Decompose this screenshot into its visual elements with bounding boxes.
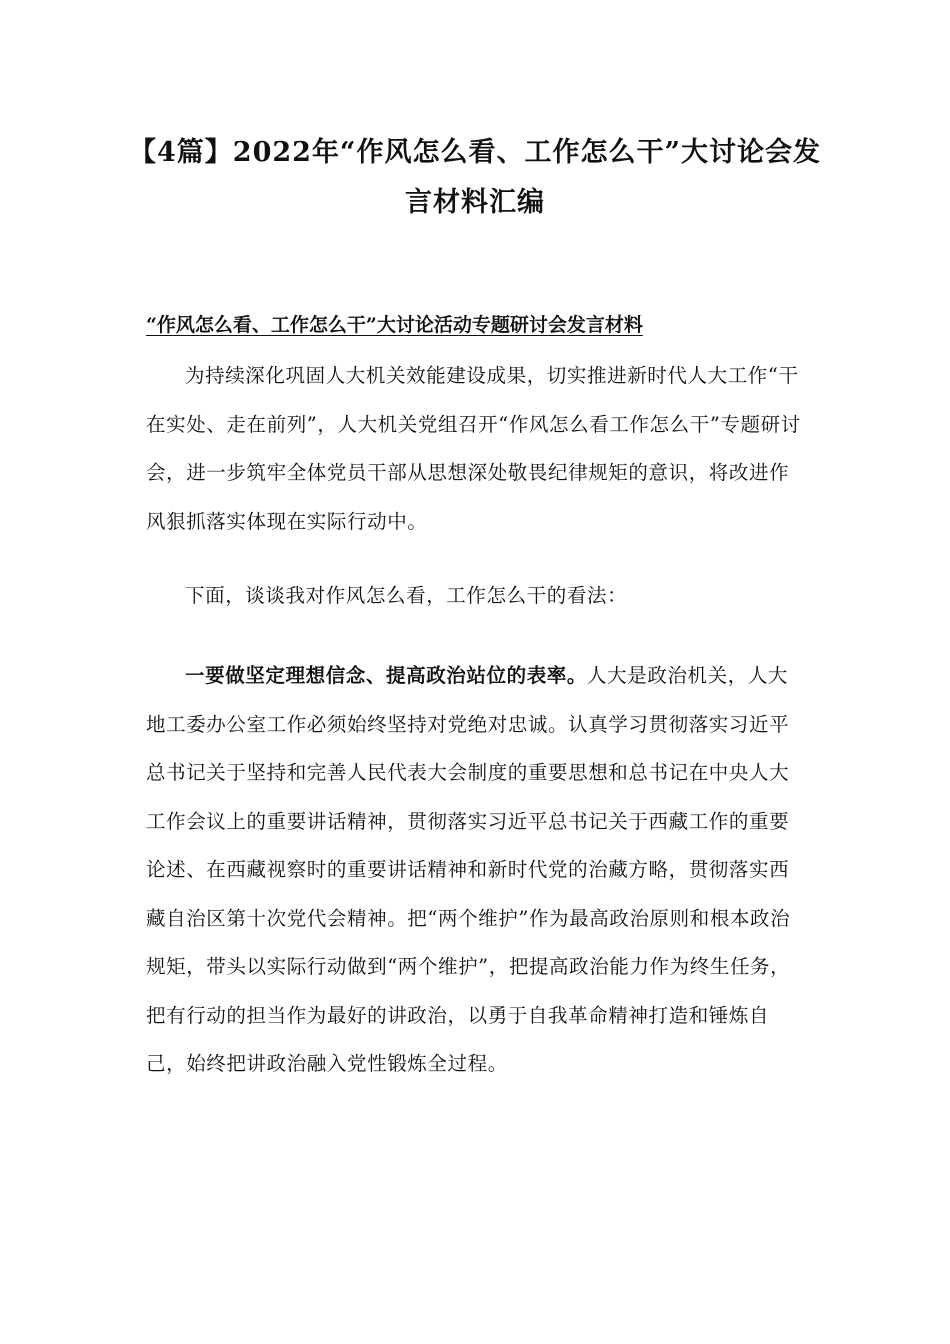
paragraph-intro-text: 为持续深化巩固人大机关效能建设成果，切实推进新时代人大工作“干在实处、走在前列”，人大机关党组召开“作风怎么看工作怎么干”专题研讨会，进一步筑牢全体党员干部从思想深处敬畏纪律规矩的意识，将改进作风狠抓落实体现在实际行动中。 bbox=[146, 364, 801, 533]
document-title: 【4篇】2022年“作风怎么看、工作怎么干”大讨论会发言材料汇编 bbox=[129, 137, 821, 218]
paragraph-transition bbox=[146, 572, 806, 621]
paragraph-point-one-text: 人大是政治机关，人大地工委办公室工作必须始终坚持对党绝对忠诚。认真学习贯彻落实习近平总书记关于坚持和完善人民代表大会制度的重要思想和总书记在中央人大工作会议上的重要讲话精神，贯彻落实习近平总书记关于西藏工作的重要论述、在西藏视察时的重要讲话精神和新时代党的治藏方略，贯彻落实西藏自治区第十次党代会精神。把“两个维护”作为最高政治原则和根本政治规矩，带头以实际行动做到“两个维护”，把提高政治能力作为终生任务，把有行动的担当作为最好的讲政治，以勇于自我革命精神打造和锤炼自己，始终把讲政治融入党性锻炼全过程。 bbox=[146, 664, 791, 1075]
paragraph-transition-text: 下面，谈谈我对作风怎么看，工作怎么干的看法： bbox=[185, 584, 628, 607]
paragraph-intro bbox=[146, 352, 806, 546]
paragraph-point-one-lead: 一要做坚定理想信念、提高政治站位的表率。 bbox=[185, 664, 588, 687]
section-heading: “作风怎么看、工作怎么干”大讨论活动专题研讨会发言材料 bbox=[146, 314, 643, 336]
paragraph-point-one bbox=[146, 652, 806, 1089]
